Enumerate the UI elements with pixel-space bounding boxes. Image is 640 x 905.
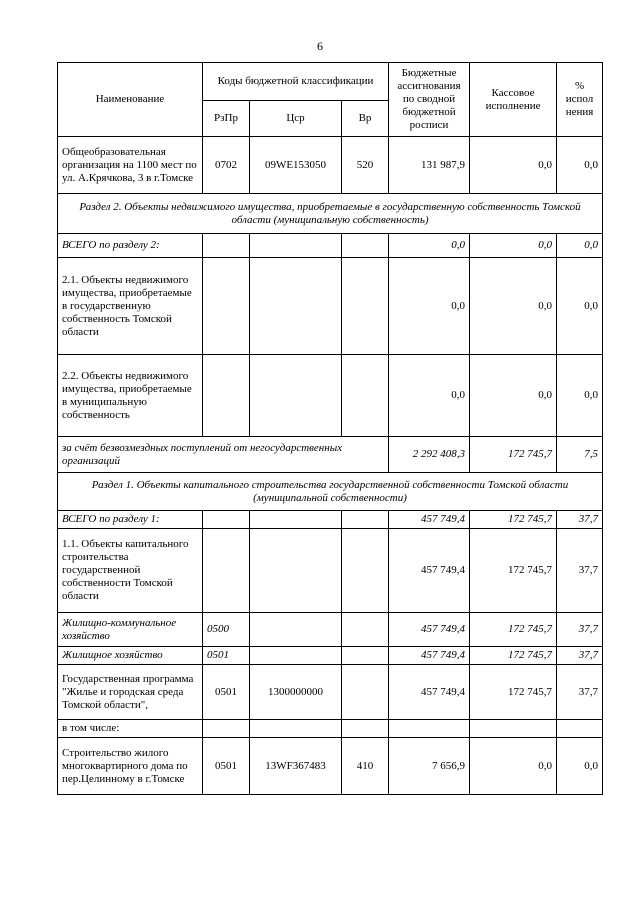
row-csr <box>250 529 342 613</box>
row-name: в том числе: <box>58 720 203 738</box>
row-rzpr <box>203 511 250 529</box>
table-row <box>58 647 603 665</box>
row-budget: 2 292 408,3 <box>389 437 470 473</box>
row-cash: 0,0 <box>470 137 557 194</box>
row-percent: 0,0 <box>557 738 603 795</box>
row-vr: 520 <box>342 137 389 194</box>
table-row <box>58 613 603 647</box>
row-budget: 457 749,4 <box>389 665 470 720</box>
row-name: Строительство жилого многоквартирного дома по пер.Целинному в г.Томске <box>58 738 203 795</box>
row-rzpr: 0702 <box>203 137 250 194</box>
row-name: 1.1. Объекты капитального строительства государственной собственности Томской области <box>58 529 203 613</box>
row-percent: 0,0 <box>557 258 603 355</box>
row-csr <box>250 258 342 355</box>
table-row <box>58 355 603 437</box>
row-budget <box>389 720 470 738</box>
row-percent: 37,7 <box>557 647 603 665</box>
section-title: Раздел 2. Объекты недвижимого имущества, приобретаемые в государственную собственность Томской области (муниципальную собственность) <box>58 194 603 234</box>
row-name: 2.1. Объекты недвижимого имущества, приобретаемые в государственную собственность Томской области <box>58 258 203 355</box>
row-budget: 457 749,4 <box>389 511 470 529</box>
row-csr <box>250 511 342 529</box>
header-percent: % испол нения <box>557 63 603 137</box>
table-row <box>58 234 603 258</box>
row-csr <box>250 613 342 647</box>
row-percent: 7,5 <box>557 437 603 473</box>
row-vr <box>342 647 389 665</box>
row-name: ВСЕГО по разделу 1: <box>58 511 203 529</box>
row-rzpr <box>203 355 250 437</box>
row-percent <box>557 720 603 738</box>
row-percent: 0,0 <box>557 355 603 437</box>
row-cash <box>470 720 557 738</box>
row-rzpr: 0500 <box>203 613 250 647</box>
row-csr <box>250 234 342 258</box>
row-csr <box>250 355 342 437</box>
row-vr <box>342 355 389 437</box>
row-csr: 13WF367483 <box>250 738 342 795</box>
row-name: за счёт безвозмездных поступлений от негосударственных организаций <box>58 437 389 473</box>
row-vr <box>342 665 389 720</box>
row-budget: 7 656,9 <box>389 738 470 795</box>
header-cash: Кассовое исполнение <box>470 63 557 137</box>
row-rzpr <box>203 234 250 258</box>
table-row <box>58 665 603 720</box>
row-budget: 457 749,4 <box>389 647 470 665</box>
row-cash: 0,0 <box>470 738 557 795</box>
section-row <box>58 473 603 511</box>
row-percent: 0,0 <box>557 234 603 258</box>
table-header-row <box>58 63 603 101</box>
row-percent: 37,7 <box>557 665 603 720</box>
row-cash: 0,0 <box>470 234 557 258</box>
section-title: Раздел 1. Объекты капитального строительства государственной собственности Томской области (муниципальной собственности) <box>58 473 603 511</box>
row-name: ВСЕГО по разделу 2: <box>58 234 203 258</box>
header-budget: Бюджетные ассигнования по сводной бюджетной росписи <box>389 63 470 137</box>
header-csr: Цср <box>250 101 342 137</box>
table-row <box>58 437 603 473</box>
row-rzpr <box>203 720 250 738</box>
row-rzpr <box>203 258 250 355</box>
section-row <box>58 194 603 234</box>
row-vr <box>342 613 389 647</box>
budget-table <box>57 62 603 795</box>
row-rzpr: 0501 <box>203 665 250 720</box>
row-vr <box>342 258 389 355</box>
row-name: Государственная программа "Жилье и городская среда Томской области", <box>58 665 203 720</box>
header-vr: Вр <box>342 101 389 137</box>
table-row <box>58 511 603 529</box>
row-cash: 172 745,7 <box>470 613 557 647</box>
row-name: 2.2. Объекты недвижимого имущества, приобретаемые в муниципальную собственность <box>58 355 203 437</box>
row-vr <box>342 720 389 738</box>
row-cash: 0,0 <box>470 258 557 355</box>
row-vr <box>342 529 389 613</box>
row-cash: 0,0 <box>470 355 557 437</box>
row-budget: 0,0 <box>389 355 470 437</box>
table-row <box>58 738 603 795</box>
row-csr: 09WE153050 <box>250 137 342 194</box>
row-name: Общеобразовательная организация на 1100 мест по ул. А.Крячкова, 3 в г.Томске <box>58 137 203 194</box>
row-percent: 0,0 <box>557 137 603 194</box>
row-name: Жилищное хозяйство <box>58 647 203 665</box>
row-vr <box>342 511 389 529</box>
header-name: Наименование <box>58 63 203 137</box>
row-cash: 172 745,7 <box>470 665 557 720</box>
table-row <box>58 720 603 738</box>
table-row <box>58 258 603 355</box>
row-vr: 410 <box>342 738 389 795</box>
row-rzpr <box>203 529 250 613</box>
row-vr <box>342 234 389 258</box>
row-rzpr: 0501 <box>203 738 250 795</box>
row-budget: 457 749,4 <box>389 529 470 613</box>
page-number: 6 <box>317 39 323 53</box>
row-csr <box>250 720 342 738</box>
row-cash: 172 745,7 <box>470 511 557 529</box>
row-budget: 0,0 <box>389 234 470 258</box>
table-row <box>58 529 603 613</box>
row-budget: 457 749,4 <box>389 613 470 647</box>
row-csr <box>250 647 342 665</box>
row-csr: 1300000000 <box>250 665 342 720</box>
row-percent: 37,7 <box>557 613 603 647</box>
row-cash: 172 745,7 <box>470 437 557 473</box>
row-rzpr: 0501 <box>203 647 250 665</box>
header-rzpr: РзПр <box>203 101 250 137</box>
row-cash: 172 745,7 <box>470 529 557 613</box>
table-row <box>58 137 603 194</box>
row-name: Жилищно-коммунальное хозяйство <box>58 613 203 647</box>
row-budget: 131 987,9 <box>389 137 470 194</box>
row-budget: 0,0 <box>389 258 470 355</box>
row-cash: 172 745,7 <box>470 647 557 665</box>
row-percent: 37,7 <box>557 511 603 529</box>
row-percent: 37,7 <box>557 529 603 613</box>
header-codes: Коды бюджетной классификации <box>203 63 389 101</box>
